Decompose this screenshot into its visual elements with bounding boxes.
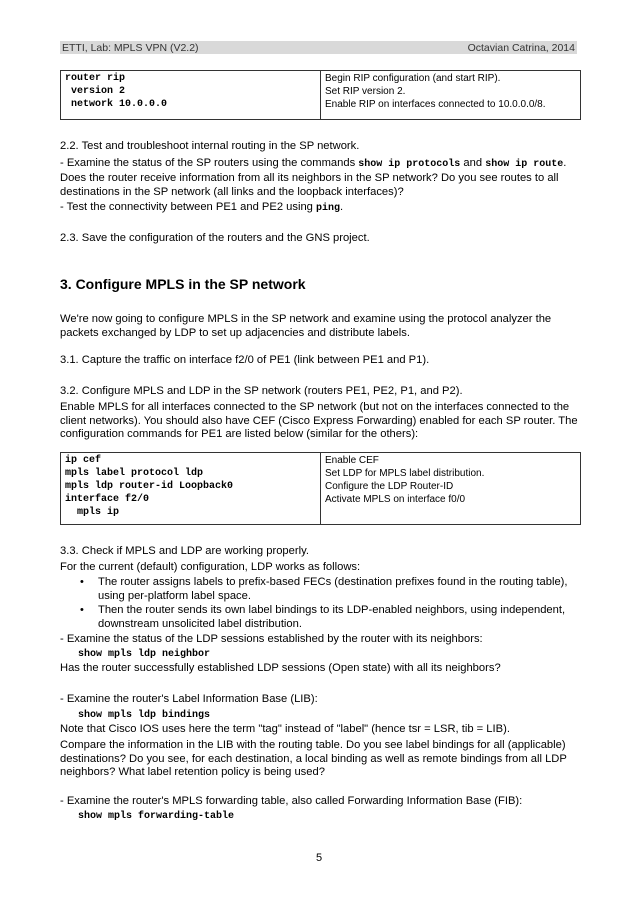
code-line: interface f2/0 — [65, 494, 150, 505]
section-3-2-heading: 3.2. Configure MPLS and LDP in the SP network (routers PE1, PE2, P1, and P2). — [60, 385, 463, 397]
command-show-mpls-ldp-neighbor: show mpls ldp neighbor — [78, 649, 211, 660]
section-3-title: 3. Configure MPLS in the SP network — [60, 276, 306, 292]
ldp-question: Has the router successfully established LDP sessions (Open state) with all its neighbors? — [60, 662, 501, 674]
desc-line: Configure the LDP Router-ID — [325, 481, 454, 492]
code-line: mpls label protocol ldp — [65, 468, 204, 479]
desc-line: Enable RIP on interfaces connected to 10.0.0.0/8. — [325, 99, 546, 110]
command-show-ip-route: show ip route — [485, 159, 564, 170]
section-2-2-heading: 2.2. Test and troubleshoot internal routing in the SP network. — [60, 140, 360, 152]
section-3-1-text: 3.1. Capture the traffic on interface f2/0 of PE1 (link between PE1 and P1). — [60, 354, 430, 366]
mpls-config-code — [61, 453, 321, 525]
command-show-ip-protocols: show ip protocols — [358, 159, 461, 170]
desc-line: Activate MPLS on interface f0/0 — [325, 494, 466, 505]
ldp-examine-text: - Examine the status of the LDP sessions established by the router with its neighbors: — [60, 633, 483, 645]
section-3-3-intro: For the current (default) configuration, LDP works as follows: — [60, 561, 361, 573]
command-ping: ping — [316, 203, 341, 214]
section-2-2-examine: - Examine the status of the SP routers using the commands show ip protocols and show ip route. — [60, 157, 567, 170]
desc-line: Enable CEF — [325, 455, 379, 466]
code-line: ip cef — [65, 455, 102, 466]
header-author: Octavian Catrina, 2014 — [467, 41, 575, 54]
rip-config-code — [61, 71, 321, 120]
lib-question: Compare the information in the LIB with the routing table. Do you see label bindings for all (applicable) destinations? Do you see, for each destination, a local binding as well as remote bindings from all LDP neighbors? What label retention policy is being used? — [60, 739, 567, 778]
code-line: network 10.0.0.0 — [65, 99, 168, 110]
mpls-config-table — [60, 452, 581, 525]
section-2-2-question: Does the router receive information from all its neighbors in the SP network? Do you see routes to all destinations in the SP network (all links and the loopback interfaces)? — [60, 172, 559, 198]
section-3-2-text: Enable MPLS for all interfaces connected to the SP network (but not on the interfaces connected to the client networks). You should also have CEF (Cisco Express Forwarding) enabled for each SP router. The configuration commands for PE1 are listed below (similar for the others): — [60, 401, 578, 440]
command-show-mpls-ldp-bindings: show mpls ldp bindings — [78, 710, 211, 721]
desc-line: Set LDP for MPLS label distribution. — [325, 468, 485, 479]
list-item-text: The router assigns labels to prefix-based FECs (destination prefixes found in the routing table), using per-platform label space. — [98, 576, 568, 602]
lib-examine-text: - Examine the router's Label Information Base (LIB): — [60, 693, 318, 705]
bullet-glyph: • — [80, 604, 84, 616]
section-2-2-test: - Test the connectivity between PE1 and PE2 using ping. — [60, 201, 344, 214]
desc-line: Begin RIP configuration (and start RIP). — [325, 73, 501, 84]
desc-line: Set RIP version 2. — [325, 86, 406, 97]
fib-examine-text: - Examine the router's MPLS forwarding table, also called Forwarding Information Base (FIB): — [60, 795, 523, 807]
code-line: router rip — [65, 73, 126, 84]
bullet-glyph: • — [80, 576, 84, 588]
rip-config-description — [321, 71, 581, 120]
command-show-mpls-forwarding-table: show mpls forwarding-table — [78, 811, 235, 822]
mpls-config-description — [321, 453, 581, 525]
page-header — [60, 41, 577, 54]
section-3-3-heading: 3.3. Check if MPLS and LDP are working properly. — [60, 545, 309, 557]
section-3-intro: We're now going to configure MPLS in the SP network and examine using the protocol analyzer the packets exchanged by LDP to set up adjacencies and distribute labels. — [60, 313, 552, 339]
code-line: version 2 — [65, 86, 126, 97]
code-line: mpls ip — [65, 507, 120, 518]
code-line: mpls ldp router-id Loopback0 — [65, 481, 234, 492]
page-number: 5 — [315, 852, 323, 864]
section-2-3-text: 2.3. Save the configuration of the routers and the GNS project. — [60, 232, 370, 244]
header-title: ETTI, Lab: MPLS VPN (V2.2) — [62, 41, 199, 54]
list-item-text: Then the router sends its own label bindings to its LDP-enabled neighbors, using independent, downstream unsolicited label distribution. — [98, 604, 566, 630]
rip-config-table — [60, 70, 581, 120]
lib-note: Note that Cisco IOS uses here the term "tag" instead of "label" (hence tsr = LSR, tib = LIB). — [60, 723, 510, 735]
